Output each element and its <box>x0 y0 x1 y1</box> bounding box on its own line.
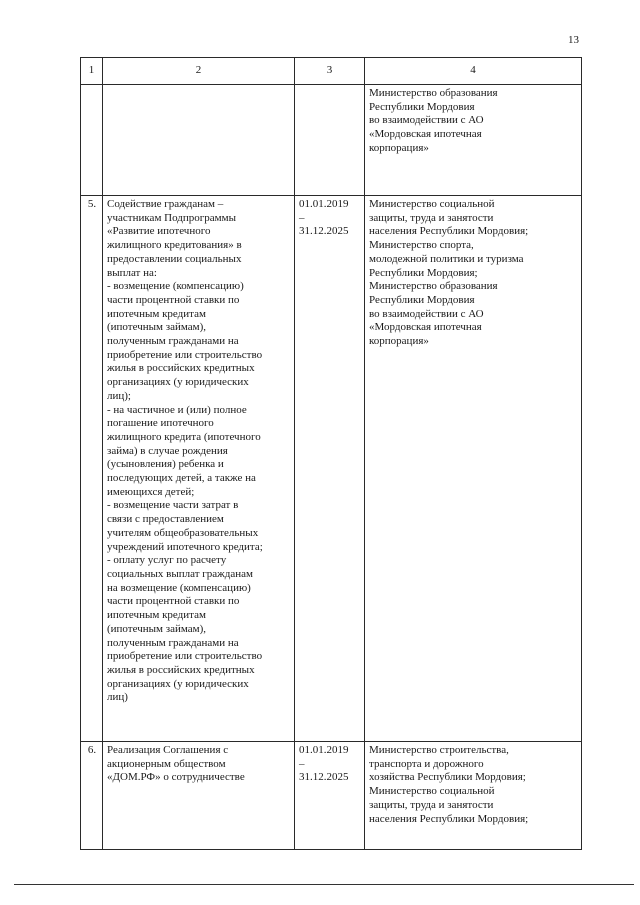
page-bottom-rule <box>14 884 634 885</box>
event-text-line: Содействие гражданам – <box>107 198 224 210</box>
row-number: 6. <box>81 742 103 850</box>
event-text-line: учителям общеобразовательных <box>107 526 259 539</box>
header-cell: 4 <box>365 58 582 85</box>
event-text-line: - на частичное и (или) полное <box>107 403 247 416</box>
event-text-line: Реализация Соглашения с <box>107 744 229 756</box>
executor-text-line: «Мордовская ипотечная <box>369 321 482 334</box>
event-text-line: участникам Подпрограммы <box>107 211 236 224</box>
event-text-line: ипотечным кредитам <box>107 609 206 622</box>
executor-text-line: Министерство образования <box>369 280 498 293</box>
event-text-line: части процентной ставки по <box>107 293 240 306</box>
dates-cell <box>295 196 365 742</box>
event-cell <box>103 85 295 196</box>
table-row <box>81 85 582 196</box>
event-text-line: ипотечным кредитам <box>107 307 206 320</box>
executor-text-line: Министерство образования <box>369 87 498 99</box>
event-text-line: лиц) <box>107 691 128 704</box>
table-row <box>81 196 582 742</box>
table-header-row <box>81 58 582 85</box>
executor-text-line: Министерство социальной <box>369 785 495 798</box>
executor-text-line: защиты, труда и занятости <box>369 798 494 811</box>
executor-text-line: корпорация» <box>369 141 429 154</box>
event-text-line: учреждений ипотечного кредита; <box>107 540 263 553</box>
executor-text-line: хозяйства Республики Мордовия; <box>369 771 526 784</box>
executor-text-line: во взаимодействии с АО <box>369 307 484 320</box>
executor-text-line: Республики Мордовия <box>369 100 475 113</box>
event-text-line: жилья в российских кредитных <box>107 663 255 676</box>
event-text-line: погашение ипотечного <box>107 417 214 430</box>
date-text-line: 01.01.2019 <box>299 744 349 756</box>
dates-cell <box>295 742 365 850</box>
event-text-line: акционерным обществом <box>107 757 226 770</box>
event-text-line: «Развитие ипотечного <box>107 225 211 238</box>
event-text-line: выплат на: <box>107 266 157 279</box>
event-text-line: (усыновления) ребенка и <box>107 458 224 471</box>
page-number: 13 <box>568 34 579 46</box>
row-number <box>81 85 103 196</box>
event-text-line: социальных выплат гражданам <box>107 567 253 580</box>
header-cell: 3 <box>295 58 365 85</box>
activities-table <box>80 57 582 850</box>
executor-text-line: транспорта и дорожного <box>369 757 484 770</box>
event-text-line: предоставлении социальных <box>107 252 242 265</box>
executor-text-line: защиты, труда и занятости <box>369 211 494 224</box>
dates-cell <box>295 85 365 196</box>
event-text-line: приобретение или строительство <box>107 348 263 361</box>
executor-text-line: корпорация» <box>369 335 429 348</box>
event-text-line: жилищного кредита (ипотечного <box>107 430 261 443</box>
event-text-line: организациях (у юридических <box>107 376 249 389</box>
date-text-line: 31.12.2025 <box>299 771 349 784</box>
executors-cell <box>365 742 582 850</box>
table-row <box>81 742 582 850</box>
event-text-line: «ДОМ.РФ» о сотрудничестве <box>107 771 245 784</box>
executor-text-line: Министерство строительства, <box>369 744 509 756</box>
event-text-line: - возмещение (компенсацию) <box>107 280 244 293</box>
header-cell: 1 <box>81 58 103 85</box>
date-text-line: 31.12.2025 <box>299 225 349 238</box>
event-text-line: связи с предоставлением <box>107 513 224 526</box>
executor-text-line: «Мордовская ипотечная <box>369 128 482 141</box>
executor-text-line: молодежной политики и туризма <box>369 252 524 265</box>
event-cell <box>103 196 295 742</box>
event-text-line: последующих детей, а также на <box>107 472 256 485</box>
event-text-line: займа) в случае рождения <box>107 444 228 457</box>
executor-text-line: Министерство социальной <box>369 198 495 210</box>
event-text-line: лиц); <box>107 389 131 402</box>
event-text-line: (ипотечным займам), <box>107 321 206 334</box>
event-text-line: (ипотечным займам), <box>107 622 206 635</box>
executor-text-line: населения Республики Мордовия; <box>369 812 529 825</box>
event-text-line: имеющихся детей; <box>107 485 195 498</box>
executor-text-line: Министерство спорта, <box>369 239 474 252</box>
executor-text-line: Республики Мордовия; <box>369 266 478 279</box>
event-text-line: - оплату услуг по расчету <box>107 554 227 567</box>
row-number: 5. <box>81 196 103 742</box>
event-text-line: полученным гражданами на <box>107 335 239 348</box>
event-text-line: приобретение или строительство <box>107 650 263 663</box>
event-text-line: - возмещение части затрат в <box>107 499 239 512</box>
event-text-line: жилищного кредитования» в <box>107 239 242 252</box>
event-text-line: организациях (у юридических <box>107 677 249 690</box>
executor-text-line: Республики Мордовия <box>369 293 475 306</box>
date-text-line: 01.01.2019 <box>299 198 349 210</box>
event-text-line: полученным гражданами на <box>107 636 239 649</box>
event-text-line: на возмещение (компенсацию) <box>107 581 251 594</box>
date-text-line: – <box>299 757 305 770</box>
event-text-line: части процентной ставки по <box>107 595 240 608</box>
event-text-line: жилья в российских кредитных <box>107 362 255 375</box>
executor-text-line: во взаимодействии с АО <box>369 114 484 127</box>
executors-cell <box>365 85 582 196</box>
date-text-line: – <box>299 211 305 224</box>
executors-cell <box>365 196 582 742</box>
event-cell <box>103 742 295 850</box>
header-cell: 2 <box>103 58 295 85</box>
executor-text-line: населения Республики Мордовия; <box>369 225 529 238</box>
